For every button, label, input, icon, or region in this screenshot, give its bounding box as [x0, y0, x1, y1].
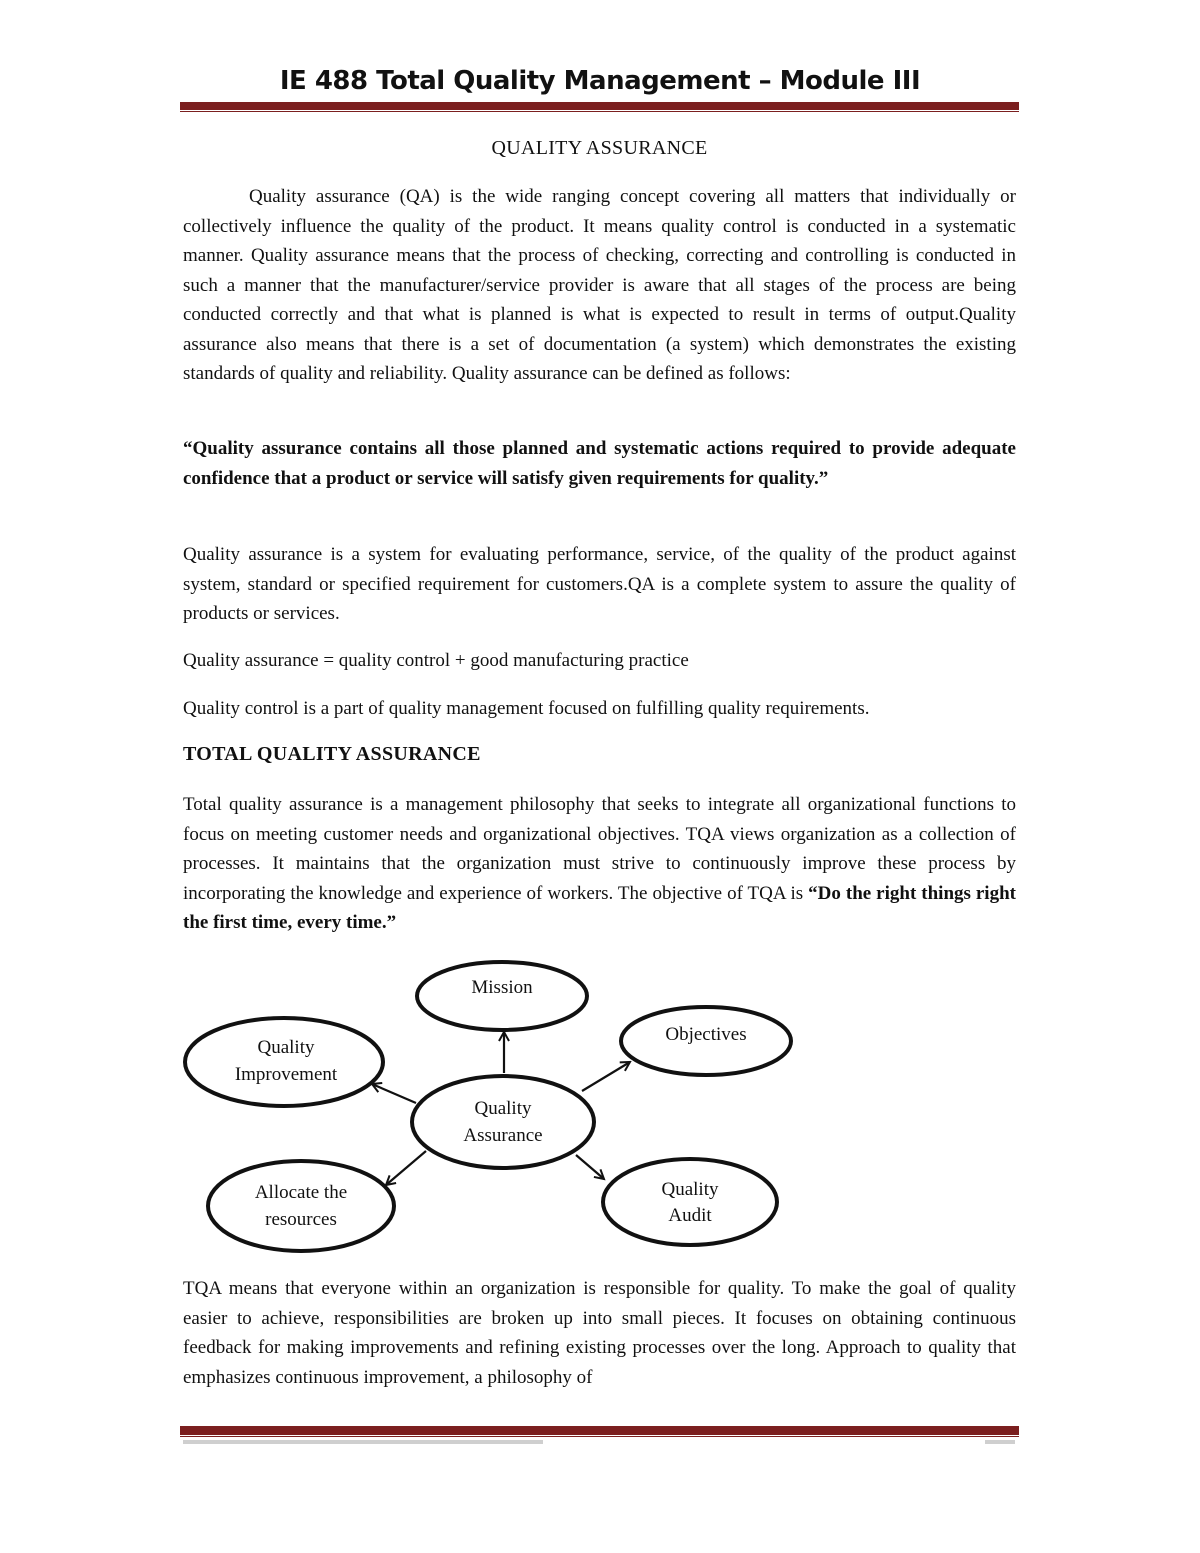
arrow-to-objectives — [582, 1062, 630, 1091]
node-objectives-label: Objectives — [665, 1024, 747, 1045]
node-quality-audit — [603, 1159, 777, 1245]
footer-rule-thin — [180, 1436, 1019, 1437]
paragraph-qa-definition: “Quality assurance contains all those planned and systematic actions required to provide adequate confidence that a product or service will satisfy given requirements for quality.” — [183, 438, 1016, 489]
tqa-objective-quote: “Do the right things right the first time, every time.” — [183, 882, 1016, 933]
header-rule-thin — [180, 111, 1019, 112]
page-header-title: IE 488 Total Quality Management – Module III — [279, 66, 921, 96]
node-quality-improvement-label-2: Improvement — [234, 1064, 338, 1085]
node-allocate-resources-label-2: resources — [265, 1209, 337, 1230]
node-quality-audit-label-2: Audit — [668, 1205, 712, 1226]
arrow-to-quality-improvement — [372, 1084, 416, 1103]
arrow-to-allocate-resources — [386, 1151, 426, 1185]
node-allocate-resources — [208, 1161, 394, 1251]
arrow-to-quality-audit — [576, 1155, 604, 1179]
node-objectives — [621, 1007, 791, 1075]
node-quality-audit-label-1: Quality — [661, 1179, 719, 1200]
section-title-quality-assurance: QUALITY ASSURANCE — [491, 137, 708, 159]
node-quality-assurance-label-2: Assurance — [463, 1125, 543, 1146]
node-quality-assurance — [412, 1076, 594, 1168]
paragraph-qa-system: Quality assurance is a system for evaluating performance, service, of the quality of the product against system, standard or specified requirement for customers.QA is a complete system to assure the quality of products or services. — [183, 544, 1016, 624]
node-allocate-resources-label-1: Allocate the — [254, 1182, 348, 1203]
footer-page-number-cut-off — [985, 1440, 1015, 1444]
paragraph-qa-equation: Quality assurance = quality control + good manufacturing practice — [183, 650, 689, 671]
node-quality-improvement — [185, 1018, 383, 1106]
tqa-diagram — [180, 955, 800, 1260]
paragraph-tqa-intro — [183, 790, 1016, 938]
node-quality-assurance-label-1: Quality — [474, 1098, 532, 1119]
tqa-intro-text: Total quality assurance is a management philosophy that seeks to integrate all organizational functions to focus on meeting customer needs and organizational objectives. TQA views organization as a collection of processes. It maintains that the organization must strive to continuously improve these process by incorporating the knowledge and experience of workers. The objective of TQA is — [183, 794, 1016, 904]
footer-rule — [180, 1426, 1019, 1435]
section-title-total-quality-assurance: TOTAL QUALITY ASSURANCE — [183, 743, 481, 765]
node-mission — [417, 962, 587, 1030]
paragraph-tqa-responsibility: TQA means that everyone within an organization is responsible for quality. To make the goal of quality easier to achieve, responsibilities are broken up into small pieces. It focuses on obtaining continuous feedback for making improvements and refining existing processes over the long. Approach to quality that emphasizes continuous improvement, a philosophy of — [183, 1278, 1016, 1388]
header-rule — [180, 102, 1019, 110]
paragraph-qc-definition: Quality control is a part of quality management focused on fulfilling quality requirements. — [183, 698, 870, 719]
node-mission-label: Mission — [471, 977, 533, 998]
node-quality-improvement-label-1: Quality — [257, 1037, 315, 1058]
footer-text-cut-off — [183, 1440, 543, 1444]
paragraph-qa-intro: Quality assurance (QA) is the wide ranging concept covering all matters that individually or collectively influence the quality of the product. It means quality control is conducted in a systematic manner. Quality assurance means that the process of checking, correcting and controlling is conducted in such a manner that the manufacturer/service provider is aware that all stages of the process are being conducted correctly and that what is planned is what is expected to result in terms of output.Quality assurance also means that there is a set of documentation (a system) which demonstrates the existing standards of quality and reliability. Quality assurance can be defined as follows: — [183, 186, 1016, 384]
